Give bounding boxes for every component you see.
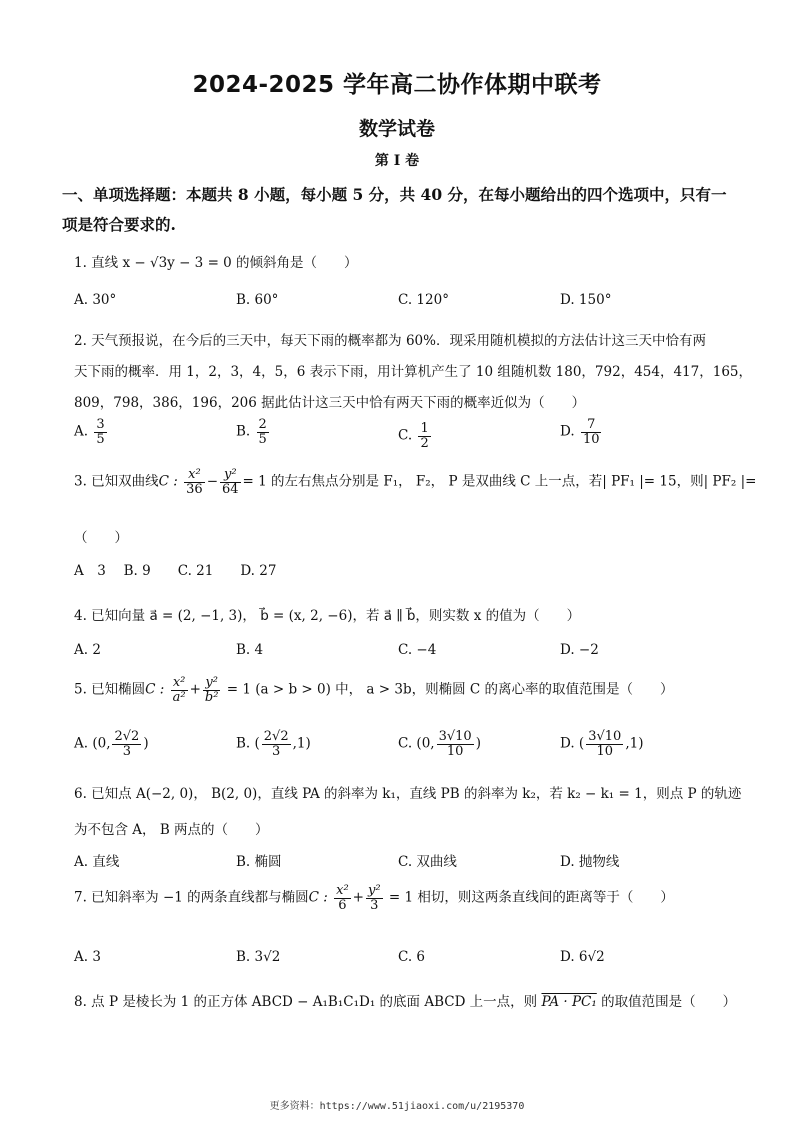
question-2-option-c: C. $\frac{1}{2}$ <box>398 421 429 451</box>
question-2-option-a: A. $\frac{3}{5}$ <box>74 417 105 447</box>
question-6-option-c: C. 双曲线 <box>398 854 457 870</box>
section-instructions-line1: 一、单项选择题：本题共 8 小题，每小题 5 分，共 40 分，在每小题给出的四个选项中，只有一 <box>62 185 727 204</box>
page-title: 2024-2025 学年高二协作体期中联考 <box>192 72 602 98</box>
volume-label: 第 I 卷 <box>374 153 420 169</box>
question-1-stem: 1. 直线 x − √3y − 3 = 0 的倾斜角是（ ） <box>74 255 358 271</box>
question-5-option-a: A. (0, $\frac{2√2}{3}$ ) <box>74 729 149 759</box>
question-4-option-c: C. −4 <box>398 642 437 658</box>
question-1-option-b: B. 60° <box>236 292 279 308</box>
question-4-option-d: D. −2 <box>560 642 599 658</box>
question-5-option-c: C. (0, $\frac{3√10}{10}$ ) <box>398 729 481 759</box>
question-5-option-d: D. ( $\frac{3√10}{10}$ ,1) <box>560 729 644 759</box>
question-7-option-c: C. 6 <box>398 949 426 965</box>
question-4-option-a: A. 2 <box>74 642 101 658</box>
question-2-line3: 809，798，386，196，206 据此估计这三天中恰有两天下雨的概率近似为（ ） <box>74 395 586 411</box>
section-instructions-line2: 项是符合要求的. <box>62 215 176 234</box>
question-1-option-d: D. 150° <box>560 292 612 308</box>
question-2-option-d: D. $\frac{7}{10}$ <box>560 417 600 447</box>
question-6-option-d: D. 抛物线 <box>560 854 620 870</box>
question-5-stem: 5. 已知椭圆C : $\frac{\text{x²}}{\text{a²}}$ + $\frac{\text{y²}}{\text{b²}}$ = 1 (a > b > 0) 中， a > 3b，则椭圆 C 的离心率的取值范围是（ ） <box>74 675 674 705</box>
question-1-option-c: C. 120° <box>398 292 449 308</box>
question-7-option-b: B. 3√2 <box>236 949 281 965</box>
question-3-options: A 3 B. 9 C. 21 D. 27 <box>74 563 277 579</box>
question-7-option-a: A. 3 <box>74 949 101 965</box>
footer-link[interactable]: 更多资料：https://www.51jiaoxi.com/u/2195370 <box>269 1101 525 1112</box>
question-4-stem: 4. 已知向量 a⃗ = (2, −1, 3)， b⃗ = (x, 2, −6)，若 a⃗ ∥ b⃗，则实数 x 的值为（ ） <box>74 608 581 624</box>
question-2-line1: 2. 天气预报说，在今后的三天中，每天下雨的概率都为 60%．现采用随机模拟的方法估计这三天中恰有两 <box>74 333 706 349</box>
question-8-stem: 8. 点 P 是棱长为 1 的正方体 ABCD − A₁B₁C₁D₁ 的底面 ABCD 上一点，则 PA · PC₁ 的取值范围是（ ） <box>74 994 737 1010</box>
question-6-line1: 6. 已知点 A(−2, 0)， B(2, 0)，直线 PA 的斜率为 k₁，直线 PB 的斜率为 k₂，若 k₂ − k₁ = 1，则点 P 的轨迹 <box>74 786 742 802</box>
question-3-stem: 3. 已知双曲线C : $\frac{\text{x²}}{36}$ − $\frac{\text{y²}}{64}$ = 1 的左右焦点分别是 F₁， F₂， P 是双曲线 C 上一点，若| PF₁ |= 15，则| PF₂ |= <box>74 467 757 497</box>
dot-product-vectors: PA · PC₁ <box>541 994 597 1010</box>
question-7-stem: 7. 已知斜率为 −1 的两条直线都与椭圆C : $\frac{\text{x²}}{6}$ + $\frac{\text{y²}}{3}$ = 1 相切，则这两条直线间的距离等于（ ） <box>74 883 674 913</box>
question-2-option-b: B. $\frac{2}{5}$ <box>236 417 267 447</box>
paper-subtitle: 数学试卷 <box>358 118 435 140</box>
question-6-option-a: A. 直线 <box>74 854 120 870</box>
question-1-option-a: A. 30° <box>74 292 117 308</box>
question-5-option-b: B. ( $\frac{2√2}{3}$ ,1) <box>236 729 311 759</box>
question-2-line2: 天下雨的概率．用 1，2，3，4，5，6 表示下雨，用计算机产生了 10 组随机数 180，792，454，417，165， <box>74 364 753 380</box>
question-7-option-d: D. 6√2 <box>560 949 605 965</box>
question-4-option-b: B. 4 <box>236 642 264 658</box>
question-3-line2: （ ） <box>74 530 128 546</box>
question-6-line2: 为不包含 A， B 两点的（ ） <box>74 822 269 838</box>
question-6-option-b: B. 椭圆 <box>236 854 282 870</box>
